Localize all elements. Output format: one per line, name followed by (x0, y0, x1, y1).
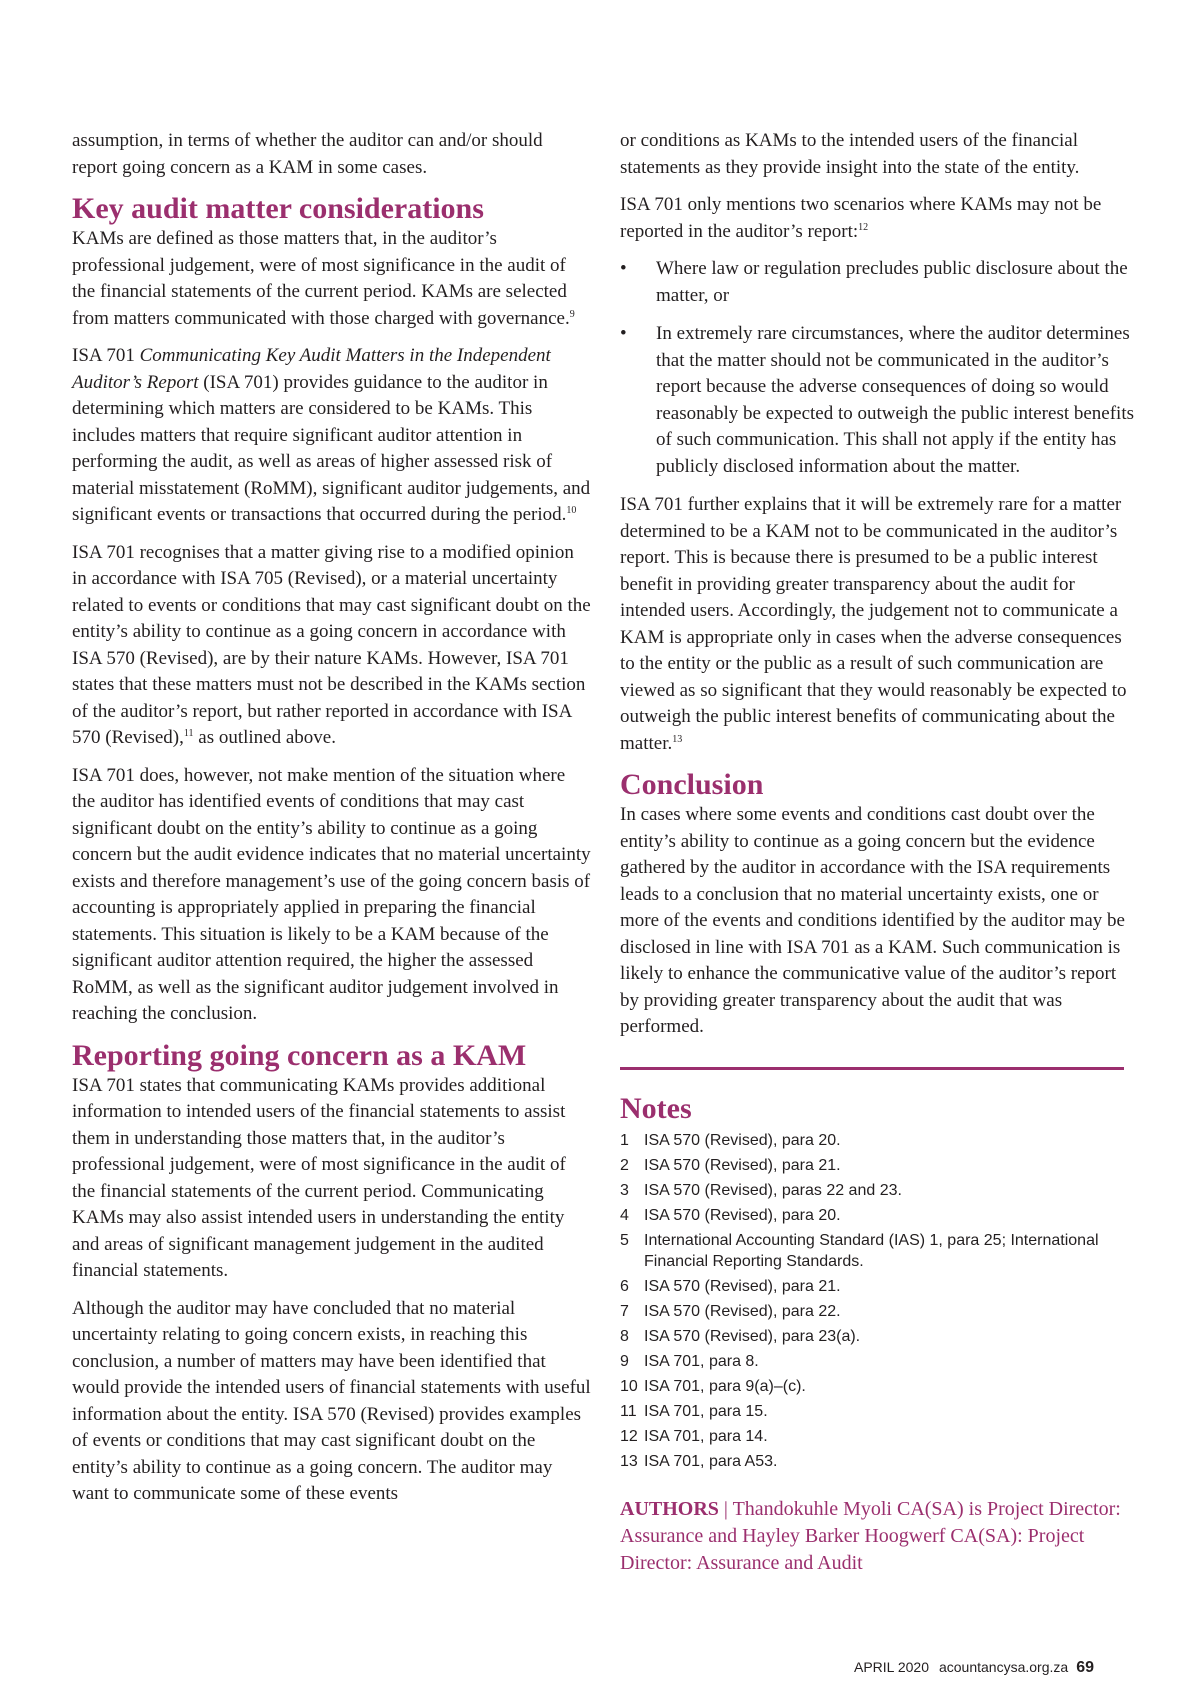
note-number: 5 (620, 1231, 629, 1249)
note-text: International Accounting Standard (IAS) 1, para 25; International Financial Reporting Standards. (644, 1231, 1099, 1270)
paragraph-isa701-situation: ISA 701 does, however, not make mention of the situation where the auditor has identified events of conditions that may cast significant doubt on the entity’s ability to continue as a going concern but the audit evidence indicates that no material uncertainty exists and therefore management’s use of the going concern basis of accounting is appropriately applied in preparing the financial statements. This situation is likely to be a KAM because of the significant auditor attention required, the higher the assessed RoMM, as well as the significant auditor judgement involved in reaching the conclusion. (72, 764, 591, 1024)
note-text: ISA 570 (Revised), para 21. (644, 1277, 841, 1295)
paragraph-text: ISA 701 recognises that a matter giving rise to a modified opinion in accordance with ISA 705 (Revised), or a material uncertainty related to events or conditions that may cast significant doubt on the entity’s ability to continue as a going concern in accordance with ISA 570 (Revised), are by their nature KAMs. However, ISA 701 states that these matters must not be described in the KAMs section of the auditor’s report, but rather reported in accordance with ISA 570 (Revised), (72, 541, 591, 748)
paragraph-text: as outlined above. (193, 727, 336, 748)
scenario-list (620, 256, 1136, 480)
note-item (620, 1205, 1136, 1226)
paragraph-conclusion: In cases where some events and conditions cast doubt over the entity’s ability to continue as a going concern but the evidence gathered by the auditor in accordance with the ISA requirements leads to a conclusion that no material uncertainty exists, one or more of the events and conditions identified by the auditor may be disclosed in line with ISA 701 as a KAM. Such communication is likely to enhance the communicative value of the auditor’s report by providing greater transparency about the audit that was performed. (620, 804, 1125, 1037)
note-item (620, 1276, 1136, 1297)
paragraph-text: (ISA 701) provides guidance to the auditor in determining which matters are considered to be KAMs. This includes matters that require significant auditor attention in performing the audit, as well as areas of higher assessed risk of material misstatement (RoMM), significant auditor judgements, and significant events or transactions that occurred during the period. (72, 371, 591, 525)
note-text: ISA 570 (Revised), para 22. (644, 1302, 841, 1320)
note-number: 7 (620, 1302, 629, 1320)
note-number: 3 (620, 1181, 629, 1199)
paragraph-kam-definition (72, 226, 592, 332)
page-number: 69 (1076, 1659, 1094, 1676)
list-item (620, 321, 1136, 480)
note-item (620, 1230, 1136, 1272)
heading-reporting-going-concern: Reporting going concern as a KAM (72, 1038, 527, 1072)
note-text: ISA 701, para 14. (644, 1427, 768, 1445)
list-item-text: In extremely rare circumstances, where the auditor determines that the matter should not be communicated in the auditor’s report because the adverse consequences of doing so would reasonably be expected to outweigh the public interest benefits of such communication. This shall not apply if the entity has publicly disclosed information about the matter. (656, 323, 1135, 477)
paragraph-two-scenarios (620, 192, 1136, 245)
note-text: ISA 570 (Revised), para 20. (644, 1131, 841, 1149)
note-number: 2 (620, 1156, 629, 1174)
paragraph-text: ISA 701 (72, 345, 140, 366)
note-number: 4 (620, 1206, 629, 1224)
note-number: 11 (620, 1402, 637, 1420)
footnote-ref: 10 (566, 505, 577, 516)
note-number: 13 (620, 1452, 638, 1470)
note-number: 9 (620, 1352, 629, 1370)
note-text: ISA 701, para 15. (644, 1402, 768, 1420)
footnote-ref: 12 (858, 221, 869, 233)
note-item (620, 1130, 1136, 1151)
authors-credit (620, 1496, 1136, 1577)
paragraph-further-explains (620, 492, 1136, 757)
note-number: 6 (620, 1277, 629, 1295)
note-item (620, 1180, 1136, 1201)
paragraph-although-auditor: Although the auditor may have concluded that no material uncertainty relating to going concern exists, in reaching this conclusion, a number of matters may have been identified that would provide the intended users of financial statements with useful information about the entity. ISA 570 (Revised) provides examples of events or conditions that may cast significant doubt on the entity’s ability to continue as a going concern. The auditor may want to communicate some of these events (72, 1297, 591, 1504)
paragraph-text: ISA 701 only mentions two scenarios where KAMs may not be reported in the auditor’s report: (620, 194, 1102, 242)
footnote-ref: 9 (569, 308, 575, 320)
authors-separator: | (718, 1497, 733, 1520)
authors-label: AUTHORS (620, 1497, 719, 1520)
paragraph-text: ISA 701 further explains that it will be extremely rare for a matter determined to be a KAM not to be communicated in the auditor’s report. This is because there is presumed to be a public interest benefit in providing greater transparency about the audit for intended users. Accordingly, the judgement not to communicate a KAM is appropriate only in cases when the adverse consequences to the entity or the public as a result of such communication are viewed as so significant that they would reasonably be expected to outweigh the public interest benefits of communicating about the matter. (620, 494, 1127, 754)
authors-text: Thandokuhle Myoli CA(SA) is Project Director: Assurance and Hayley Barker Hoogwerf CA(SA): Project Director: Assurance and Audit (620, 1497, 1121, 1574)
note-number: 10 (620, 1377, 638, 1395)
left-column (72, 128, 592, 1519)
note-number: 1 (620, 1131, 629, 1149)
note-text: ISA 570 (Revised), para 23(a). (644, 1327, 861, 1345)
bullet-icon: • (620, 258, 627, 279)
standard-title: Communicating Key Audit Matters in the Independent Auditor’s Report (72, 345, 551, 393)
note-text: ISA 701, para A53. (644, 1452, 778, 1470)
bullet-icon: • (620, 323, 627, 344)
paragraph-continued: assumption, in terms of whether the auditor can and/or should report going concern as a KAM in some cases. (72, 130, 543, 178)
paragraph-isa701-guidance (72, 343, 592, 529)
heading-key-audit-matter-considerations: Key audit matter considerations (72, 192, 484, 225)
paragraph-communicating-kams: ISA 701 states that communicating KAMs provides additional information to intended users of the financial statements to assist them in understanding those matters that, in the auditor’s professional judgement, were of most significance in the audit of the financial statements of the current period. Communicating KAMs may also assist intended users in understanding the entity and areas of significant management judgement in the audited financial statements. (72, 1074, 566, 1281)
note-item (620, 1326, 1136, 1347)
note-item (620, 1401, 1136, 1422)
notes-list (620, 1130, 1136, 1472)
list-item-text: Where law or regulation precludes public disclosure about the matter, or (656, 258, 1128, 306)
page-footer (854, 1659, 1094, 1677)
note-item (620, 1426, 1136, 1447)
list-item (620, 256, 1136, 309)
right-column (620, 128, 1136, 1577)
footnote-ref: 11 (183, 728, 194, 739)
note-number: 12 (620, 1427, 638, 1445)
paragraph-isa701-recognises (72, 540, 592, 752)
issue-date: APRIL 2020 (854, 1659, 929, 1675)
note-text: ISA 701, para 9(a)–(c). (644, 1377, 806, 1395)
note-item (620, 1351, 1136, 1372)
note-text: ISA 701, para 8. (644, 1352, 759, 1370)
note-item (620, 1155, 1136, 1176)
paragraph-text: KAMs are defined as those matters that, in the auditor’s professional judgement, were of most significance in the audit of the financial statements of the current period. KAMs are selected from matters communicated with those charged with governance. (72, 228, 570, 329)
note-text: ISA 570 (Revised), paras 22 and 23. (644, 1181, 902, 1199)
section-divider (620, 1067, 1124, 1070)
note-item (620, 1376, 1136, 1397)
paragraph-continued: or conditions as KAMs to the intended users of the financial statements as they provide insight into the state of the entity. (620, 130, 1080, 178)
note-text: ISA 570 (Revised), para 20. (644, 1206, 841, 1224)
note-item (620, 1451, 1136, 1472)
note-number: 8 (620, 1327, 629, 1345)
heading-notes: Notes (620, 1091, 692, 1125)
note-item (620, 1301, 1136, 1322)
footnote-ref: 13 (672, 733, 683, 745)
heading-conclusion: Conclusion (620, 768, 764, 801)
website-url: acountancysa.org.za (938, 1659, 1069, 1675)
note-text: ISA 570 (Revised), para 21. (644, 1156, 841, 1174)
